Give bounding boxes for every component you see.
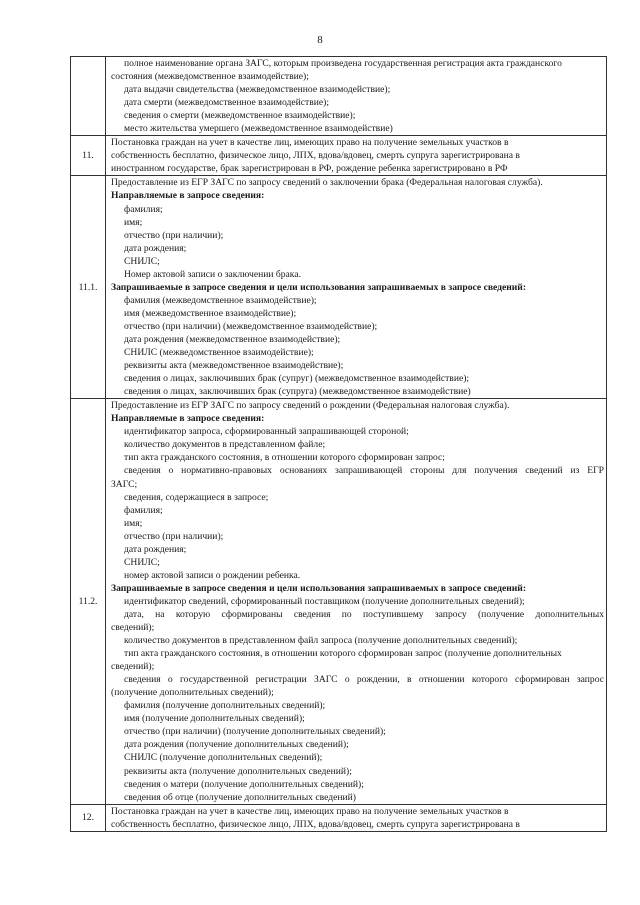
document-table — [70, 56, 607, 832]
text-line: СНИЛС (получение дополнительных сведений); — [124, 752, 323, 764]
text-line: место жительства умершего (межведомственное взаимодействие) — [124, 123, 393, 135]
text-line: дата рождения (межведомственное взаимодействие); — [124, 333, 341, 345]
row-number: 11. — [71, 136, 106, 176]
text-line: тип акта гражданского состояния, в отношении которого сформирован запрос; — [124, 452, 445, 464]
row-number: 11.1. — [71, 176, 106, 399]
text-line: иностранном государстве, брак зарегистрирован в РФ, рождение ребенка зарегистрировано в РФ — [111, 163, 508, 175]
table-row — [71, 136, 607, 176]
text-line: количество документов в представленном файле; — [124, 439, 326, 451]
text-line: отчество (при наличии) (межведомственное взаимодействие); — [124, 320, 378, 332]
text-line: сведения об отце (получение дополнительных сведений) — [124, 791, 356, 803]
section-heading: Направляемые в запросе сведения: — [111, 190, 265, 202]
text-line: сведений); — [111, 661, 155, 673]
text-line: полное наименование органа ЗАГС, которым произведена государственная регистрация акта гражданского — [124, 58, 562, 69]
text-line: отчество (при наличии); — [124, 530, 224, 542]
text-line: Предоставление из ЕГР ЗАГС по запросу сведений о заключении брака (Федеральная налоговая служба). — [111, 177, 543, 189]
text-line: собственность бесплатно, физическое лицо, ЛПХ, вдова/вдовец, смерть супруга зарегистрирована в — [111, 150, 520, 162]
section-heading: Направляемые в запросе сведения: — [111, 413, 265, 425]
table-row — [71, 804, 607, 831]
text-line: сведения о лицах, заключивших брак (супруг) (межведомственное взаимодействие); — [124, 373, 470, 385]
text-line: номер актовой записи о рождении ребенка. — [124, 569, 301, 581]
text-line: дата рождения; — [124, 242, 187, 254]
text-line: Постановка граждан на учет в качестве лиц, имеющих право на получение земельных участков в — [111, 805, 509, 817]
text-line: СНИЛС (межведомственное взаимодействие); — [124, 347, 314, 359]
text-line: идентификатор сведений, сформированный поставщиком (получение дополнительных сведений); — [124, 595, 525, 607]
page-number: 8 — [317, 34, 323, 46]
row-content — [106, 176, 607, 399]
text-line: дата выдачи свидетельства (межведомственное взаимодействие); — [124, 84, 391, 96]
row-content — [106, 57, 607, 136]
text-line: отчество (при наличии); — [124, 229, 224, 241]
section-heading: Запрашиваемые в запросе сведения и цели использования запрашиваемых в запросе сведений: — [111, 582, 527, 594]
text-line: собственность бесплатно, физическое лицо, ЛПХ, вдова/вдовец, смерть супруга зарегистрирована в — [111, 818, 520, 830]
text-line: сведения о нормативно-правовых основаниях запрашивающей стороны для получения сведений из ЕГР — [124, 465, 604, 477]
text-line: количество документов в представленном файл запроса (получение дополнительных сведений); — [124, 635, 518, 647]
text-line: сведения, содержащиеся в запросе; — [124, 491, 269, 503]
text-line: сведений); — [111, 622, 155, 634]
text-line: реквизиты акта (получение дополнительных сведений); — [124, 765, 352, 777]
table-row — [71, 399, 607, 804]
text-line: имя (межведомственное взаимодействие); — [124, 307, 297, 319]
text-line: идентификатор запроса, сформированный запрашивающей стороной; — [124, 426, 409, 438]
text-line: фамилия; — [124, 504, 163, 516]
text-line: СНИЛС; — [124, 556, 160, 568]
text-line: дата смерти (межведомственное взаимодействие); — [124, 97, 329, 109]
row-content — [106, 136, 607, 176]
text-line: сведения о матери (получение дополнительных сведений); — [124, 778, 364, 790]
row-number: 11.2. — [71, 399, 106, 804]
text-line: дата рождения; — [124, 543, 187, 555]
text-line: отчество (при наличии) (получение дополнительных сведений); — [124, 726, 386, 738]
text-line: имя; — [124, 216, 143, 228]
text-line: Номер актовой записи о заключении брака. — [124, 268, 301, 280]
text-line: фамилия; — [124, 203, 163, 215]
text-line: имя; — [124, 517, 143, 529]
section-heading: Запрашиваемые в запросе сведения и цели использования запрашиваемых в запросе сведений: — [111, 281, 527, 293]
table-row — [71, 57, 607, 136]
text-line: состояния (межведомственное взаимодействие); — [111, 71, 309, 83]
text-line: Постановка граждан на учет в качестве лиц, имеющих право на получение земельных участков в — [111, 137, 509, 149]
text-line: СНИЛС; — [124, 255, 160, 267]
row-content — [106, 399, 607, 804]
text-line: сведения о лицах, заключивших брак (супруга) (межведомственное взаимодействие) — [124, 386, 471, 398]
text-line: Предоставление из ЕГР ЗАГС по запросу сведений о рождении (Федеральная налоговая служба). — [111, 400, 510, 412]
text-line: ЗАГС; — [111, 478, 138, 490]
text-line: дата рождения (получение дополнительных сведений); — [124, 739, 349, 751]
text-line: фамилия (получение дополнительных сведений); — [124, 700, 326, 712]
row-number: 12. — [71, 804, 106, 831]
text-line: тип акта гражданского состояния, в отношении которого сформирован запрос (получение дополнительных — [124, 648, 562, 660]
row-number — [71, 57, 106, 136]
row-content — [106, 804, 607, 831]
text-line: сведения о смерти (межведомственное взаимодействие); — [124, 110, 356, 122]
text-line: фамилия (межведомственное взаимодействие); — [124, 294, 317, 306]
text-line: дата, на которую сформированы сведения по поступившему запросу (получение дополнительных — [124, 608, 604, 620]
text-line: имя (получение дополнительных сведений); — [124, 713, 305, 725]
text-line: сведения о государственной регистрации ЗАГС о рождении, в отношении которого сформирован запрос — [124, 674, 604, 686]
table-row — [71, 176, 607, 399]
text-line: реквизиты акта (межведомственное взаимодействие); — [124, 360, 344, 372]
text-line: (получение дополнительных сведений); — [111, 687, 274, 699]
